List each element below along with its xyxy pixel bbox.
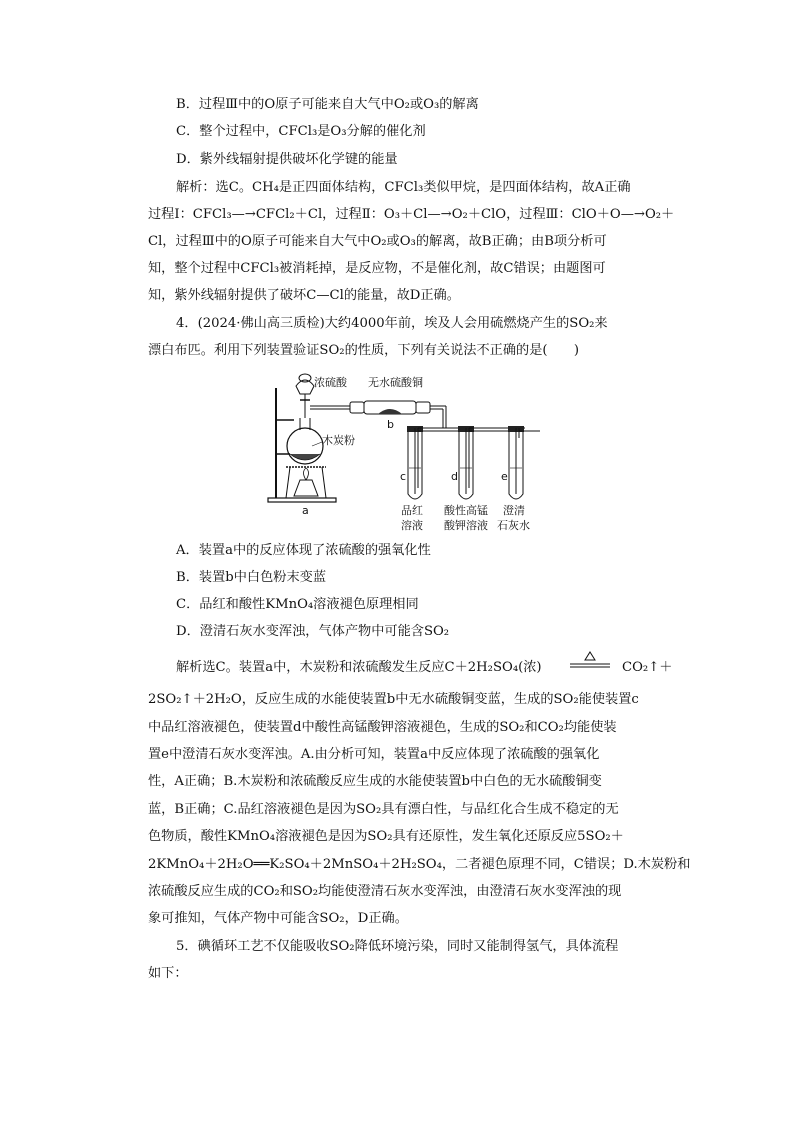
tube-e-caption-1: 澄清 bbox=[503, 504, 525, 517]
label-b: b bbox=[387, 418, 394, 431]
q3-option-b: B．过程Ⅲ中的O原子可能来自大气中O₂或O₃的解离 bbox=[176, 97, 479, 112]
apparatus-diagram bbox=[260, 368, 560, 534]
q3-analysis-line-5: 知，紫外线辐射提供了破坏C—Cl的能量，故D正确。 bbox=[148, 288, 460, 303]
heating-condition-icon bbox=[568, 650, 612, 672]
tube-d-caption-1: 酸性高锰 bbox=[444, 504, 488, 517]
label-anhydrous-cuso4: 无水硫酸铜 bbox=[368, 376, 423, 389]
q3-analysis-line-2: 过程Ⅰ：CFCl₃—→CFCl₂＋Cl，过程Ⅱ：O₃＋Cl—→O₂＋ClO，过程Ⅲ：ClO＋O—→O₂＋ bbox=[148, 207, 675, 222]
q4-option-a: A．装置a中的反应体现了浓硫酸的强氧化性 bbox=[176, 543, 431, 558]
q4-analysis-line-9: 浓硫酸反应生成的CO₂和SO₂均能使澄清石灰水变浑浊，由澄清石灰水变浑浊的现 bbox=[148, 884, 622, 899]
q4-analysis-line-10: 象可推知，气体产物中可能含SO₂，D正确。 bbox=[148, 911, 408, 926]
q4-option-b: B．装置b中白色粉末变蓝 bbox=[176, 570, 327, 585]
label-charcoal: 木炭粉 bbox=[322, 434, 355, 447]
charcoal-powder bbox=[290, 454, 320, 460]
q4-option-c: C．品红和酸性KMnO₄溶液褪色原理相同 bbox=[176, 597, 419, 612]
q4-analysis-line-6: 蓝，B正确；C.品红溶液褪色是因为SO₂具有漂白性，与品红化合生成不稳定的无 bbox=[148, 802, 619, 817]
q4-analysis-line-7: 色物质，酸性KMnO₄溶液褪色是因为SO₂具有还原性，发生氧化还原反应5SO₂＋ bbox=[148, 829, 624, 844]
q3-analysis-line-1: 解析：选C。CH₄是正四面体结构，CFCl₃类似甲烷，是四面体结构，故A正确 bbox=[176, 180, 631, 195]
q4-analysis-line-1-end: CO₂↑＋ bbox=[622, 660, 673, 675]
q4-analysis-line-8: 2KMnO₄＋2H₂O══K₂SO₄＋2MnSO₄＋2H₂SO₄，二者褪色原理不同，C错误；D.木炭粉和 bbox=[148, 857, 691, 872]
flame-icon bbox=[304, 468, 309, 480]
label-c: c bbox=[400, 470, 407, 483]
tube-c-caption-2: 溶液 bbox=[401, 519, 423, 532]
q3-analysis-line-3: Cl，过程Ⅲ中的O原子可能来自大气中O₂或O₃的解离，故B正确；由B项分析可 bbox=[148, 234, 607, 249]
q4-analysis-line-3: 中品红溶液褪色，使装置d中酸性高锰酸钾溶液褪色，生成的SO₂和CO₂均能使装 bbox=[148, 720, 617, 735]
label-d: d bbox=[451, 470, 458, 483]
q4-stem-line-2: 漂白布匹。利用下列装置验证SO₂的性质，下列有关说法不正确的是( ) bbox=[148, 343, 580, 358]
q3-option-c: C．整个过程中，CFCl₃是O₃分解的催化剂 bbox=[176, 124, 426, 139]
tube-c-caption-1: 品红 bbox=[401, 504, 423, 517]
stand-base bbox=[268, 498, 336, 502]
q4-analysis-line-4: 置e中澄清石灰水变浑浊。A.由分析可知，装置a中反应体现了浓硫酸的强氧化 bbox=[148, 747, 600, 762]
q4-analysis-line-5: 性，A正确；B.木炭粉和浓硫酸反应生成的水能使装置b中白色的无水硫酸铜变 bbox=[148, 774, 602, 789]
q5-stem-line-2: 如下： bbox=[148, 966, 188, 981]
q3-analysis-line-4: 知，整个过程中CFCl₃被消耗掉，是反应物，不是催化剂，故C错误；由题图可 bbox=[148, 261, 606, 276]
label-e: e bbox=[501, 470, 508, 483]
q5-stem-line-1: 5．碘循环工艺不仅能吸收SO₂降低环境污染，同时又能制得氢气，具体流程 bbox=[176, 939, 619, 954]
q4-option-d: D．澄清石灰水变浑浊，气体产物中可能含SO₂ bbox=[176, 624, 450, 639]
alcohol-lamp bbox=[294, 480, 318, 496]
q4-analysis-line-1: 解析选C。装置a中，木炭粉和浓硫酸发生反应C＋2H₂SO₄(浓) bbox=[176, 660, 542, 675]
label-a: a bbox=[302, 504, 309, 517]
q4-analysis-line-2: 2SO₂↑＋2H₂O，反应生成的水能使装置b中无水硫酸铜变蓝，生成的SO₂能使装置c bbox=[148, 692, 639, 707]
tube-d-caption-2: 酸钾溶液 bbox=[444, 519, 488, 532]
tube-e-caption-2: 石灰水 bbox=[497, 519, 530, 532]
q4-stem-line-1: 4．(2024·佛山高三质检)大约4000年前，埃及人会用硫燃烧产生的SO₂来 bbox=[176, 316, 608, 331]
label-conc-acid: 浓硫酸 bbox=[314, 376, 347, 389]
q3-option-d: D．紫外线辐射提供破坏化学键的能量 bbox=[176, 152, 398, 167]
